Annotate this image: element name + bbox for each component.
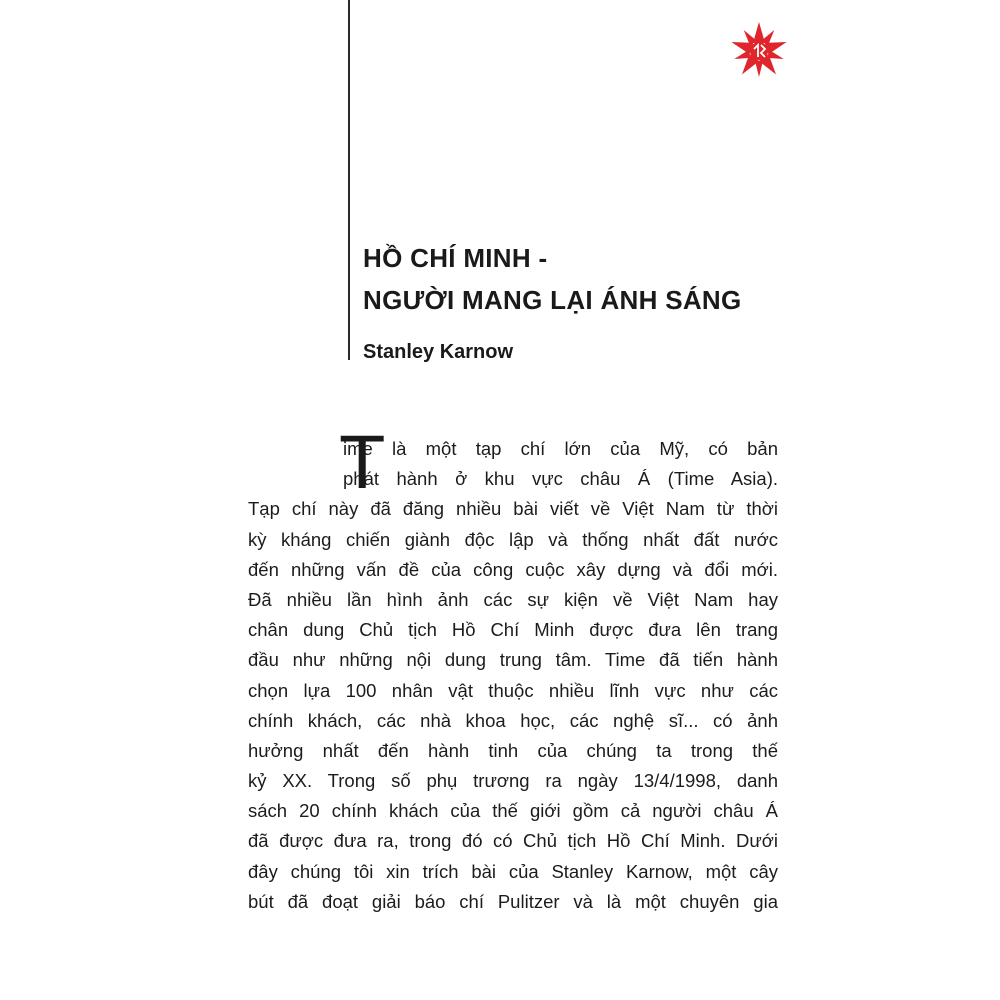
body-line: chọn lựa 100 nhân vật thuộc nhiều lĩnh vực như các — [248, 679, 778, 701]
body-line: đến những vấn đề của công cuộc xây dựng và đổi mới. — [248, 558, 778, 580]
body-line: sách 20 chính khách của thế giới gồm cả người châu Á — [248, 800, 778, 822]
body-line: Tạp chí này đã đăng nhiều bài viết về Việt Nam từ thời — [248, 498, 778, 520]
body-line: đây chúng tôi xin trích bài của Stanley Karnow, một cây — [248, 860, 778, 882]
article-title — [363, 237, 923, 321]
body-line: đã được đưa ra, trong đó có Chủ tịch Hồ Chí Minh. Dưới — [248, 830, 778, 852]
vertical-rule — [348, 0, 350, 360]
body-line: đầu như những nội dung trung tâm. Time đã tiến hành — [248, 649, 778, 671]
body-line: Đã nhiều lần hình ảnh các sự kiện về Việt Nam hay — [248, 588, 778, 610]
body-line: kỳ kháng chiến giành độc lập và thống nhất đất nước — [248, 528, 778, 550]
article-author: Stanley Karnow — [363, 341, 514, 363]
body-line: phát hành ở khu vực châu Á (Time Asia). — [343, 468, 778, 490]
body-line: chân dung Chủ tịch Hồ Chí Minh được đưa lên trang — [248, 619, 778, 641]
body-line: bút đã đoạt giải báo chí Pulitzer và là một chuyên gia — [248, 890, 778, 912]
body-line: kỷ XX. Trong số phụ trương ra ngày 13/4/1998, danh — [248, 770, 778, 792]
title-line-2: NGƯỜI MANG LẠI ÁNH SÁNG — [363, 285, 742, 315]
body-line: hưởng nhất đến hành tinh của chúng ta trong thế — [248, 739, 778, 761]
drop-cap: T — [339, 420, 386, 505]
body-line: chính khách, các nhà khoa học, các nghệ sĩ... có ảnh — [248, 709, 778, 731]
publisher-star-logo-icon — [728, 20, 790, 82]
article-body — [248, 434, 778, 917]
body-line: ime là một tạp chí lớn của Mỹ, có bản — [343, 438, 778, 459]
title-line-1: HỒ CHÍ MINH - — [363, 243, 548, 273]
